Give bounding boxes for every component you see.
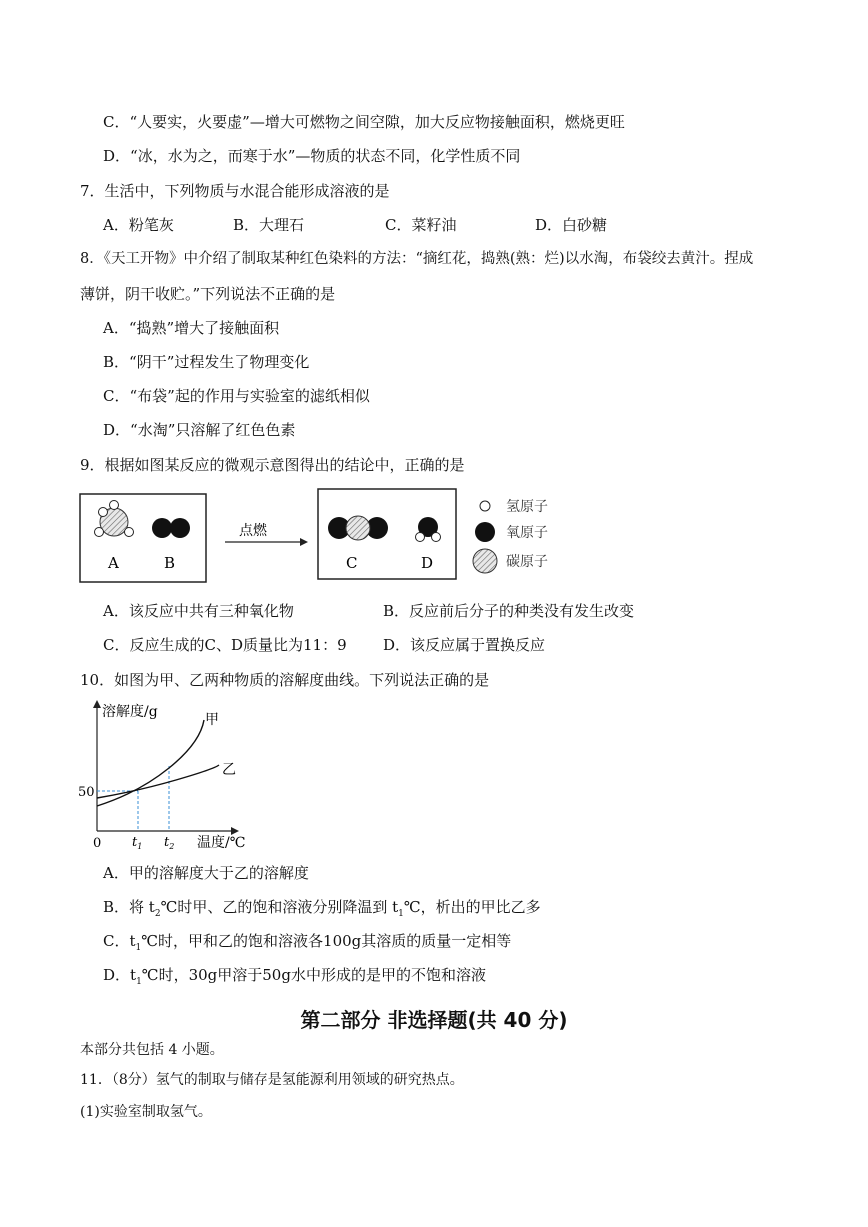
legend-oxygen: 氧原子 bbox=[506, 525, 548, 541]
q7-option-c: C．菜籽油 bbox=[385, 216, 457, 234]
legend-carbon: 碳原子 bbox=[506, 554, 548, 570]
q10-option-d: D．$t_1℃$时，30g甲溶于50g水中形成的是甲的不饱和溶液 bbox=[103, 966, 486, 987]
molecule-d bbox=[416, 517, 441, 542]
q8-stem-line1: 8．《天工开物》中介绍了制取某种红色染料的方法：“摘红花，捣熟(熟：烂)以水淘，布袋绞去黄汁。捏成 bbox=[80, 251, 754, 267]
label-b: B bbox=[164, 554, 176, 572]
x-axis-label: 温度/℃ bbox=[197, 835, 246, 851]
arrow-label: 点燃 bbox=[239, 523, 267, 539]
curve-jia bbox=[97, 720, 204, 806]
q8-option-b: B．“阴干”过程发生了物理变化 bbox=[103, 353, 310, 371]
legend-oxygen-icon bbox=[475, 522, 495, 542]
x-tick-t1: $t_1$ bbox=[132, 835, 143, 851]
q9-stem: 9．根据如图某反应的微观示意图得出的结论中，正确的是 bbox=[80, 456, 465, 474]
q8-option-a: A．“捣熟”增大了接触面积 bbox=[103, 319, 280, 337]
label-d: D bbox=[421, 554, 434, 572]
arrow-head bbox=[300, 538, 308, 546]
q10-stem: 10．如图为甲、乙两种物质的溶解度曲线。下列说法正确的是 bbox=[80, 671, 490, 689]
q8-option-d: D．“水淘”只溶解了红色色素 bbox=[103, 421, 296, 439]
q7-stem: 7．生活中，下列物质与水混合能形成溶液的是 bbox=[80, 182, 390, 200]
q7-option-a: A．粉笔灰 bbox=[103, 216, 174, 234]
q9-option-a: A．该反应中共有三种氧化物 bbox=[103, 602, 294, 620]
q9-option-d: D．该反应属于置换反应 bbox=[383, 636, 546, 654]
q10-option-c: C．$t_1℃$时，甲和乙的饱和溶液各100g其溶质的质量一定相等 bbox=[103, 932, 512, 953]
q6-option-c: C．“人要实，火要虚”—增大可燃物之间空隙，加大反应物接触面积，燃烧更旺 bbox=[103, 113, 625, 131]
x-tick-t2: $t_2$ bbox=[164, 835, 175, 851]
y-axis-arrow bbox=[93, 700, 101, 708]
legend bbox=[473, 499, 548, 573]
label-a: A bbox=[108, 554, 119, 572]
q9-option-c: C．反应生成的C、D质量比为11：9 bbox=[103, 636, 347, 654]
q11-part1: (1)实验室制取氢气。 bbox=[80, 1104, 212, 1120]
y-axis-label: 溶解度/g bbox=[102, 704, 158, 720]
q7-option-d: D．白砂糖 bbox=[535, 216, 608, 234]
label-c: C bbox=[346, 554, 358, 572]
q6-option-d: D．“冰，水为之，而寒于水”—物质的状态不同，化学性质不同 bbox=[103, 147, 521, 165]
reactants-box bbox=[80, 494, 206, 582]
y-tick-50: 50 bbox=[78, 785, 95, 800]
q9-option-b: B．反应前后分子的种类没有发生改变 bbox=[383, 602, 635, 620]
molecule-c bbox=[328, 516, 388, 540]
q7-option-b: B．大理石 bbox=[233, 216, 305, 234]
solubility-chart bbox=[76, 698, 266, 856]
reaction-diagram bbox=[78, 484, 598, 584]
part2-title: 第二部分 非选择题(共 40 分) bbox=[300, 1008, 568, 1032]
curve-yi-label: 乙 bbox=[222, 762, 236, 778]
q11-stem: 11．（8分）氢气的制取与储存是氢能源利用领域的研究热点。 bbox=[80, 1072, 464, 1088]
x-axis-arrow bbox=[231, 827, 239, 835]
part2-intro: 本部分共包括 4 小题。 bbox=[80, 1042, 224, 1058]
curve-jia-label: 甲 bbox=[205, 712, 219, 728]
legend-hydrogen-icon bbox=[480, 501, 490, 511]
origin-label: 0 bbox=[93, 836, 102, 851]
q8-stem-line2: 薄饼，阴干收贮。”下列说法不正确的是 bbox=[80, 285, 336, 303]
q8-option-c: C．“布袋”起的作用与实验室的滤纸相似 bbox=[103, 387, 370, 405]
legend-hydrogen: 氢原子 bbox=[506, 499, 548, 515]
legend-carbon-icon bbox=[473, 549, 497, 573]
molecule-a bbox=[95, 501, 134, 537]
molecule-b bbox=[152, 518, 190, 538]
q10-option-a: A．甲的溶解度大于乙的溶解度 bbox=[103, 864, 309, 882]
q10-option-b: B．将 $t_2℃$时甲、乙的饱和溶液分别降温到 $t_1℃$，析出的甲比乙多 bbox=[103, 898, 541, 919]
curve-yi bbox=[97, 765, 219, 798]
